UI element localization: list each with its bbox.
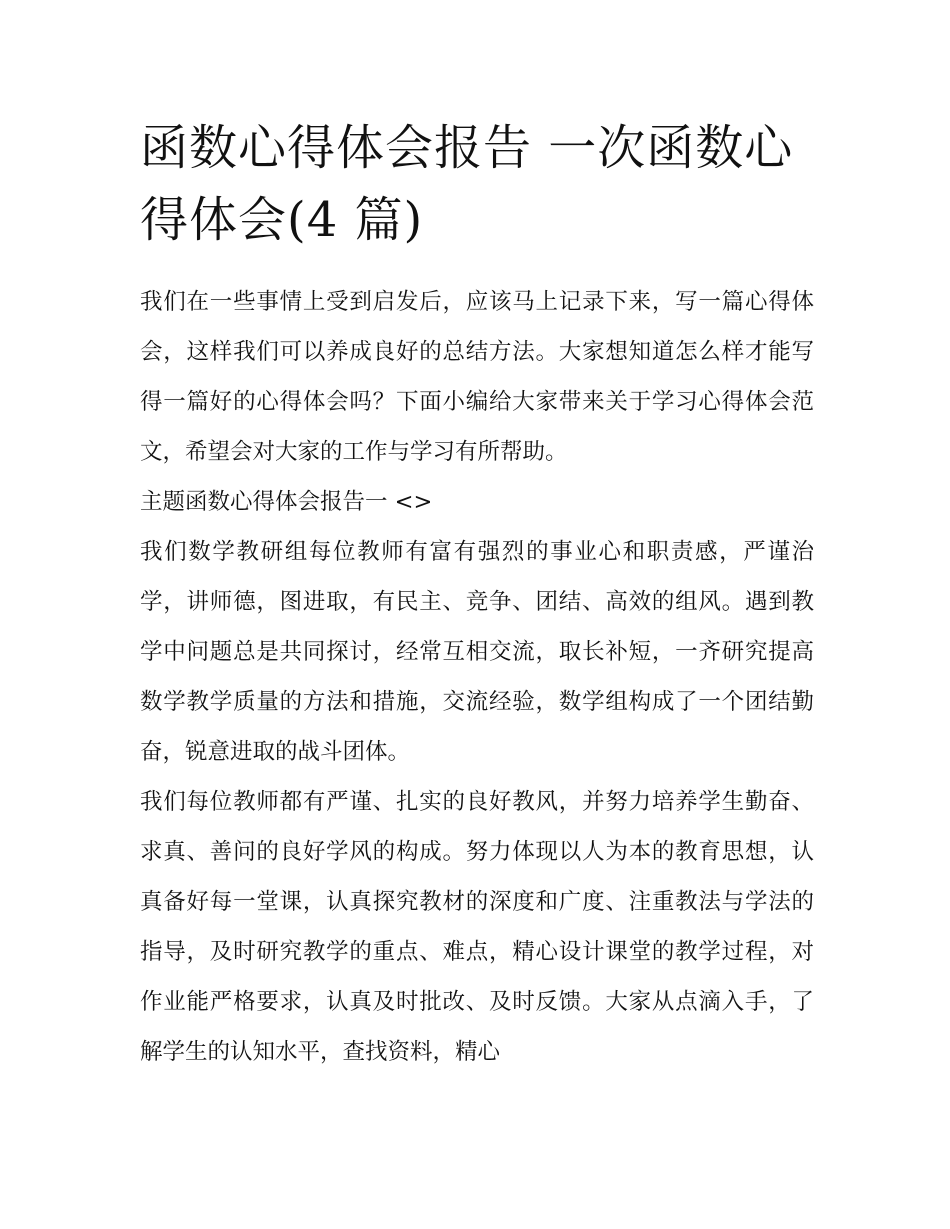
body-paragraph-1: 我们数学教研组每位教师有富有强烈的事业心和职责感，严谨治学，讲师德，图进取，有民主、竞争、团结、高效的组风。遇到教学中问题总是共同探讨，经常互相交流，取长补短，一齐研究提高数学教学质量的方法和措施，交流经验，数学组构成了一个团结勤奋，锐意进取的战斗团体。	[140, 539, 814, 765]
section-heading: 主题函数心得体会报告一 <>	[140, 489, 433, 515]
document-title: 函数心得体会报告 一次函数心得体会(4 篇)	[140, 120, 794, 248]
intro-paragraph: 我们在一些事情上受到启发后，应该马上记录下来，写一篇心得体会，这样我们可以养成良好的总结方法。大家想知道怎么样才能写得一篇好的心得体会吗？下面小编给大家带来关于学习心得体会范文，希望会对大家的工作与学习有所帮助。	[140, 289, 814, 465]
body-paragraph-2: 我们每位教师都有严谨、扎实的良好教风，并努力培养学生勤奋、求真、善问的良好学风的构成。努力体现以人为本的教育思想，认真备好每一堂课，认真探究教材的深度和广度、注重教法与学法的指导，及时研究教学的重点、难点，精心设计课堂的教学过程，对作业能严格要求，认真及时批改、及时反馈。大家从点滴入手，了解学生的认知水平，查找资料，精心	[140, 789, 814, 1065]
